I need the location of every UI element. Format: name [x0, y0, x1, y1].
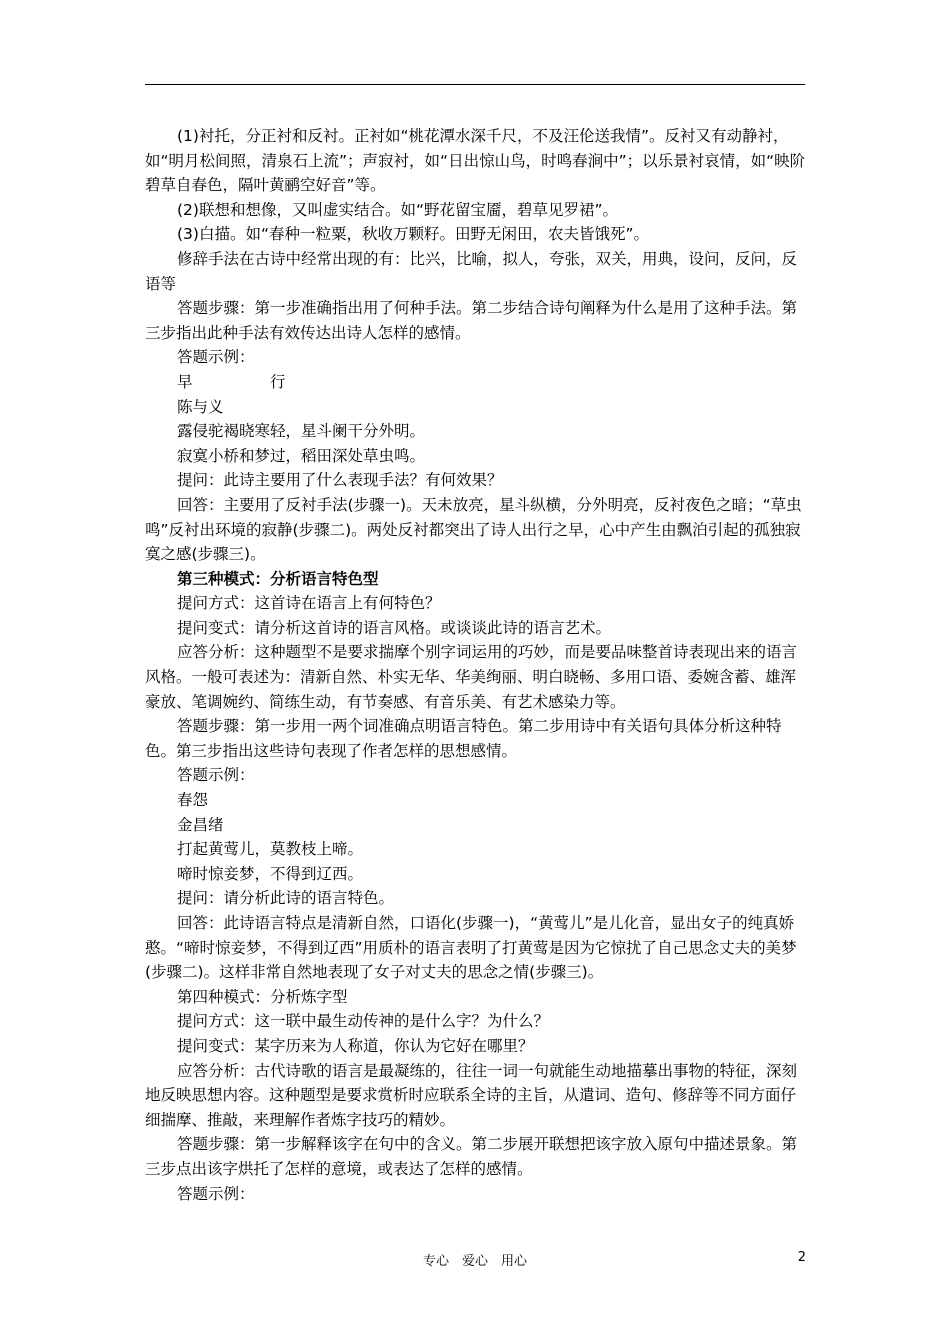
paragraph: 早 行 [177, 372, 286, 391]
header-rule [145, 84, 805, 85]
document-body [145, 124, 810, 1206]
paragraph: 提问：请分析此诗的语言特色。 [177, 889, 395, 908]
paragraph: 提问变式：某字历来为人称道，你认为它好在哪里？ [177, 1036, 534, 1055]
paragraph: 回答：主要用了反衬手法(步骤一)。天未放亮，星斗纵横，分外明亮，反衬夜色之暗；“草虫鸣”反衬出环境的寂静(步骤二)。两处反衬都突出了诗人出行之早，心中产生由飘泊引起的孤独寂寞之感(步骤三)。 [145, 495, 802, 564]
paragraph: 提问方式：这首诗在语言上有何特色？ [177, 594, 441, 613]
paragraph: 回答：此诗语言特点是清新自然，口语化(步骤一)，“黄莺儿”是儿化音，显出女子的纯真娇憨。“啼时惊妾梦，不得到辽西”用质朴的语言表明了打黄莺是因为它惊扰了自己思念丈夫的美梦(步骤二)。这样非常自然地表现了女子对丈夫的思念之情(步骤三)。 [145, 914, 797, 982]
paragraph: (3)白描。如“春种一粒粟，秋收万颗籽。田野无闲田，农夫皆饿死”。 [177, 225, 650, 244]
paragraph: 应答分析：古代诗歌的语言是最凝练的，往往一词一句就能生动地描摹出事物的特征，深刻地反映思想内容。这种题型是要求赏析时应联系全诗的主旨，从遣词、造句、修辞等不同方面仔细揣摩、推敲，来理解作者炼字技巧的精妙。 [145, 1061, 798, 1129]
paragraph: (1)衬托，分正衬和反衬。正衬如“桃花潭水深千尺，不及汪伦送我情”。反衬又有动静衬，如“明月松间照，清泉石上流”；声寂衬，如“日出惊山鸟，时鸣春涧中”；以乐景衬哀情，如“映阶碧草自春色，隔叶黄鹂空好音”等。 [145, 127, 806, 195]
paragraph: 打起黄莺儿，莫教枝上啼。 [177, 840, 364, 859]
paragraph: 应答分析：这种题型不是要求揣摩个别字词运用的巧妙，而是要品味整首诗表现出来的语言风格。一般可表述为：清新自然、朴实无华、华美绚丽、明白晓畅、多用口语、委婉含蓄、雄浑豪放、笔调婉约、简练生动，有节奏感、有音乐美、有艺术感染力等。 [145, 643, 798, 711]
paragraph: 啼时惊妾梦，不得到辽西。 [177, 864, 364, 883]
footer-text: 专心 爱心 用心 [422, 1254, 527, 1269]
paragraph: 答题步骤：第一步解释该字在句中的含义。第二步展开联想把该字放入原句中描述景象。第三步点出该字烘托了怎样的意境，或表达了怎样的感情。 [145, 1135, 798, 1178]
paragraph: 答题示例： [177, 766, 255, 785]
page-footer [0, 1250, 950, 1270]
paragraph: 提问变式：请分析这首诗的语言风格。或谈谈此诗的语言艺术。 [177, 618, 612, 637]
page-number: 2 [797, 1250, 806, 1265]
paragraph: 金昌绪 [177, 815, 224, 834]
paragraph: 答题步骤：第一步用一两个词准确点明语言特色。第二步用诗中有关语句具体分析这种特色。第三步指出这些诗句表现了作者怎样的思想感情。 [145, 717, 782, 760]
paragraph: 提问：此诗主要用了什么表现手法？有何效果？ [177, 471, 503, 490]
paragraph: 答题示例： [177, 348, 255, 367]
paragraph: 答题步骤：第一步准确指出用了何种手法。第二步结合诗句阐释为什么是用了这种手法。第三步指出此种手法有效传达出诗人怎样的感情。 [145, 299, 798, 342]
paragraph: 寂寞小桥和梦过，稻田深处草虫鸣。 [177, 446, 426, 465]
paragraph: 春怨 [177, 791, 209, 810]
paragraph: 第四种模式：分析炼字型 [177, 987, 348, 1006]
paragraph: 答题示例： [177, 1184, 255, 1203]
paragraph: 提问方式：这一联中最生动传神的是什么字？为什么？ [177, 1012, 550, 1031]
paragraph: 露侵驼褐晓寒轻，星斗阑干分外明。 [177, 422, 426, 441]
paragraph: (2)联想和想像，又叫虚实结合。如“野花留宝靥，碧草见罗裙”。 [177, 200, 619, 219]
section-heading: 第三种模式：分析语言特色型 [177, 569, 379, 588]
paragraph: 陈与义 [177, 397, 224, 416]
paragraph: 修辞手法在古诗中经常出现的有：比兴，比喻，拟人，夸张，双关，用典，设问，反问，反语等 [145, 249, 798, 293]
